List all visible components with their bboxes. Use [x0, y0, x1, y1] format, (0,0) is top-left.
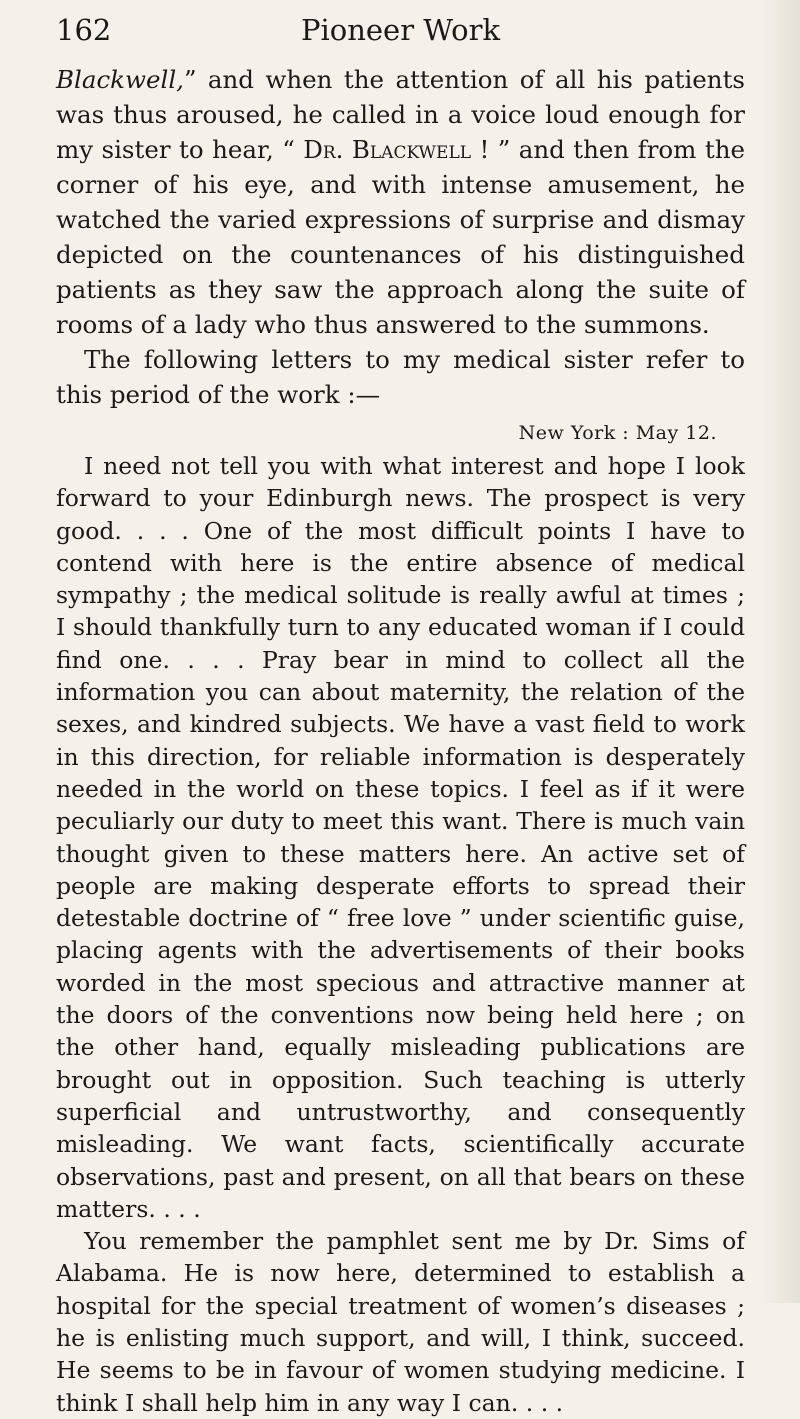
page-edge-shadow: [760, 0, 800, 1303]
paragraph-text-a: ” and when the attention of all his patients was thus aroused, he called in a voice loud enough for my sister to hear, “: [56, 65, 745, 164]
letter: [56, 450, 745, 1419]
called-name: Dr. Blackwell: [303, 135, 472, 164]
paragraph-continuation: [56, 62, 745, 342]
letter-paragraph: I need not tell you with what interest and hope I look forward to your Edinburgh news. The prospect is very good. . . . One of the most difficult points I have to contend with here is the entire absence of medical sympathy ; the medical solitude is really awful at times ; I should thankfully turn to any educated woman if I could find one. . . . Pray bear in mind to collect all the information you can about maternity, the relation of the sexes, and kindred subjects. We have a vast field to work in this direction, for reliable information is desperately needed in the world on these topics. I feel as if it were peculiarly our duty to meet this want. There is much vain thought given to these matters here. An active set of people are making desperate efforts to spread their detestable doctrine of “ free love ” under scientific guise, placing agents with the advertisements of their books worded in the most specious and attractive manner at the doors of the conventions now being held here ; on the other hand, equally misleading publications are brought out in opposition. Such teaching is utterly superficial and untrustworthy, and consequently misleading. We want facts, scientifically accurate observations, past and present, on all that bears on these matters. . . .: [56, 452, 745, 1223]
letter-dateline: New York : May 12.: [518, 422, 717, 444]
page-number: 162: [56, 13, 112, 47]
letter-paragraph: You remember the pamphlet sent me by Dr. Sims of Alabama. He is now here, determined to establish a hospital for the special treatment of women’s diseases ; he is enlisting much support, and will, I think, succeed. He seems to be in favour of women studying medicine. I think I shall help him in any way I can. . . .: [56, 1227, 745, 1417]
paragraph-intro: The following letters to my medical sister refer to this period of the work :—: [56, 345, 745, 409]
running-title: Pioneer Work: [300, 13, 501, 47]
body-text: [56, 62, 745, 1419]
paragraph-text-b: ! ” and then from the corner of his eye, and with intense amusement, he watched the varied expressions of surprise and dismay depicted on the countenances of his distinguished patients as they saw the approach along the suite of rooms of a lady who thus answered to the summons.: [56, 135, 745, 339]
italic-name: Blackwell,: [56, 65, 184, 94]
running-head: [56, 10, 745, 50]
